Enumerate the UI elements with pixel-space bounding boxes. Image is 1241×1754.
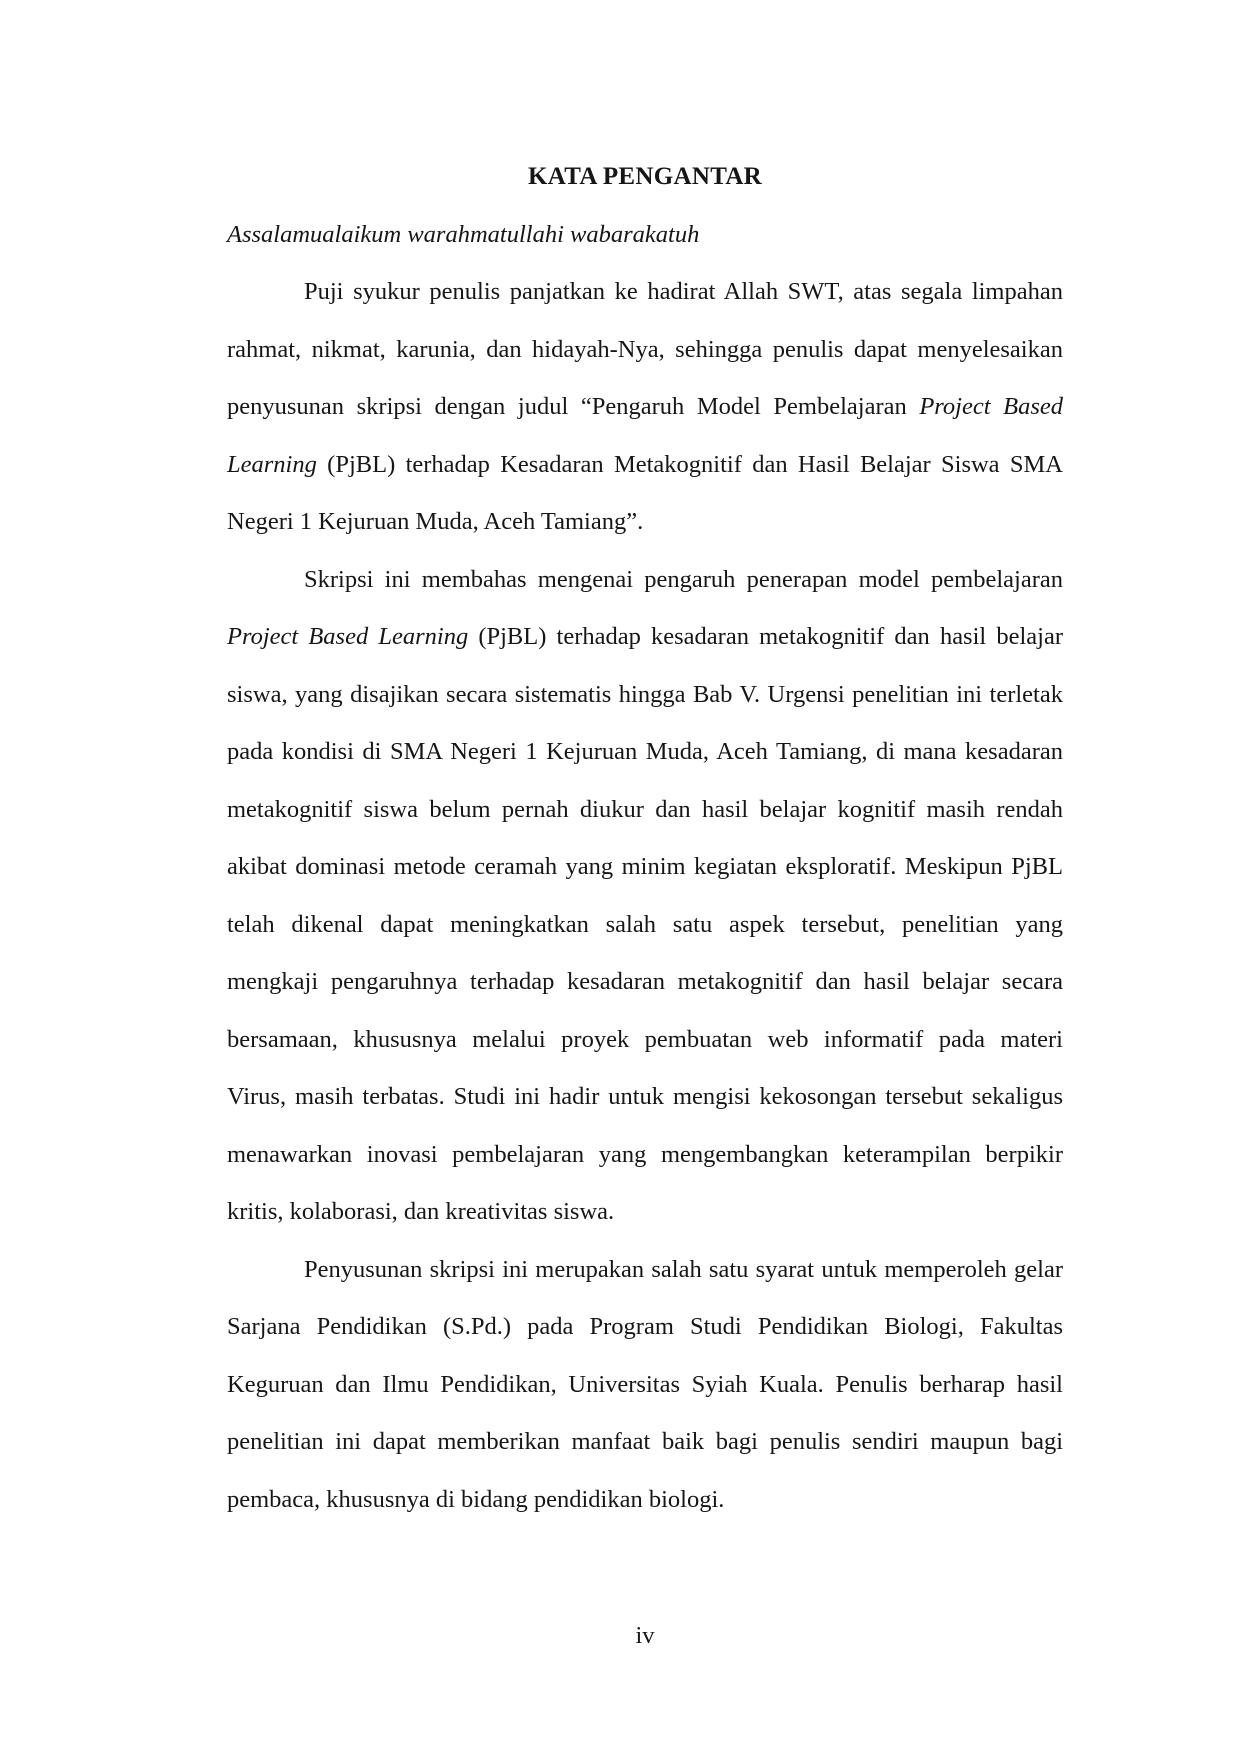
text-line [227,263,1063,321]
text-line [227,436,1063,494]
text-line [227,1356,1063,1414]
text-line [227,378,1063,436]
text-segment: rahmat, nikmat, karunia, dan hidayah-Nya, sehingga penulis dapat menyelesaikan [227,335,1063,363]
text-segment: kritis, kolaborasi, dan kreativitas siswa. [227,1198,615,1225]
text-segment: (PjBL) terhadap Kesadaran Metakognitif dan Hasil Belajar Siswa SMA [316,450,1063,478]
text-segment: Negeri 1 Kejuruan Muda, Aceh Tamiang”. [227,508,644,535]
page-title: KATA PENGANTAR [527,163,763,190]
salutation-line: Assalamualaikum warahmatullahi wabarakatuh [227,220,700,248]
text-line [227,1183,1063,1241]
text-line [227,551,1063,609]
page-number: iv [635,1622,655,1649]
text-segment: pada kondisi di SMA Negeri 1 Kejuruan Muda, Aceh Tamiang, di mana kesadaran [227,738,1063,765]
text-line [227,896,1063,954]
text-segment: akibat dominasi metode ceramah yang minim kegiatan eksploratif. Meskipun PjBL [227,853,1063,880]
italic-text-segment: Learning [227,450,317,478]
text-segment: penelitian ini dapat memberikan manfaat baik bagi penulis sendiri maupun bagi [227,1428,1063,1455]
paragraph [227,551,1063,1241]
text-line [227,723,1063,781]
italic-text-segment: Project Based Learning [227,623,469,650]
text-segment: metakognitif siswa belum pernah diukur dan hasil belajar kognitif masih rendah [227,795,1063,823]
text-segment: telah dikenal dapat meningkatkan salah satu aspek tersebut, penelitian yang [227,910,1063,938]
document-body [227,263,1063,1528]
text-line [227,781,1063,839]
text-line [227,608,1063,666]
text-line [227,1126,1063,1184]
text-segment: Puji syukur penulis panjatkan ke hadirat Allah SWT, atas segala limpahan [304,278,1063,305]
text-line [227,838,1063,896]
text-line [227,953,1063,1011]
text-line [227,1241,1063,1299]
text-line [227,1011,1063,1069]
text-segment: Penyusunan skripsi ini merupakan salah satu syarat untuk memperoleh gelar [304,1255,1063,1283]
text-segment: (PjBL) terhadap kesadaran metakognitif dan hasil belajar [468,623,1063,650]
text-segment: pembaca, khususnya di bidang pendidikan biologi. [227,1485,725,1513]
text-segment: bersamaan, khususnya melalui proyek pembuatan web informatif pada materi [227,1025,1063,1053]
text-line [227,1068,1063,1126]
text-segment: Keguruan dan Ilmu Pendidikan, Universitas Syiah Kuala. Penulis berharap hasil [227,1370,1063,1398]
text-line [227,1298,1063,1356]
text-segment: menawarkan inovasi pembelajaran yang mengembangkan keterampilan berpikir [227,1140,1063,1168]
text-segment: siswa, yang disajikan secara sistematis hingga Bab V. Urgensi penelitian ini terletak [227,680,1063,708]
paragraph [227,1241,1063,1529]
paragraph [227,263,1063,551]
text-segment: penyusunan skripsi dengan judul “Pengaruh Model Pembelajaran [227,393,920,420]
text-line [227,321,1063,379]
text-segment: Skripsi ini membahas mengenai pengaruh penerapan model pembelajaran [304,565,1063,593]
text-segment: Virus, masih terbatas. Studi ini hadir untuk mengisi kekosongan tersebut sekaligus [227,1083,1063,1110]
text-line [227,666,1063,724]
text-segment: Sarjana Pendidikan (S.Pd.) pada Program Studi Pendidikan Biologi, Fakultas [227,1313,1063,1340]
text-line [227,1413,1063,1471]
italic-text-segment: Project Based [919,393,1064,420]
text-line [227,493,1063,551]
text-segment: mengkaji pengaruhnya terhadap kesadaran metakognitif dan hasil belajar secara [227,968,1063,995]
text-line [227,1471,1063,1529]
document-content [227,148,1063,1528]
